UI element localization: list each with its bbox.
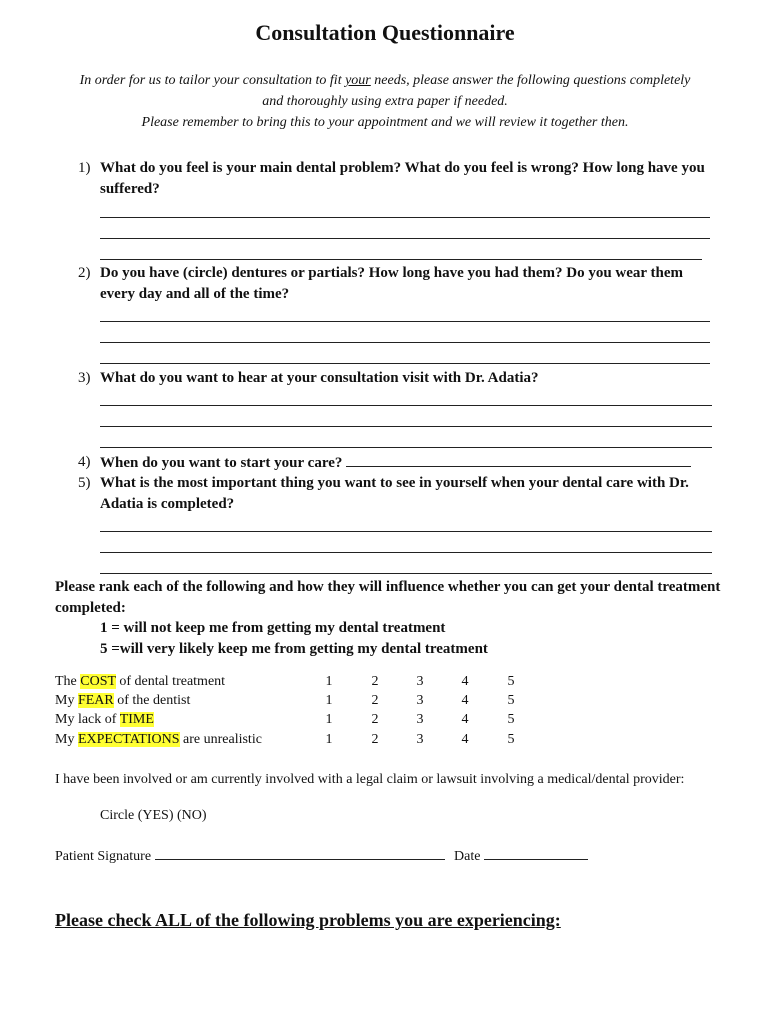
answer-line[interactable] <box>100 342 710 343</box>
ranking-label: The COST of dental treatment <box>55 674 226 689</box>
answer-line[interactable] <box>100 447 712 448</box>
score-4[interactable]: 4 <box>461 693 469 708</box>
question-2 <box>78 263 718 307</box>
score-5[interactable]: 5 <box>507 674 515 689</box>
question-number: 2) <box>78 265 91 281</box>
problems-checklist-heading: Please check ALL of the following problems you are experiencing: <box>55 910 561 930</box>
ranking-row-fear <box>55 693 555 713</box>
intro-line-1: In order for us to tailor your consultation to fit your needs, please answer the following questions completely <box>79 73 691 88</box>
score-1[interactable]: 1 <box>325 712 333 727</box>
answer-line[interactable] <box>100 531 712 532</box>
intro-text <box>40 70 730 133</box>
answer-line[interactable] <box>100 426 712 427</box>
score-2[interactable]: 2 <box>371 732 379 747</box>
score-1[interactable]: 1 <box>325 674 333 689</box>
answer-line[interactable] <box>100 238 710 239</box>
answer-line[interactable] <box>100 573 712 574</box>
answer-line[interactable] <box>100 217 710 218</box>
score-3[interactable]: 3 <box>416 732 424 747</box>
question-4 <box>78 452 718 474</box>
score-1[interactable]: 1 <box>325 732 333 747</box>
score-2[interactable]: 2 <box>371 693 379 708</box>
ranking-label: My lack of TIME <box>55 712 154 727</box>
legal-claim-question: I have been involved or am currently involved with a legal claim or lawsuit involving a medical/dental provider: <box>55 772 685 787</box>
ranking-row-expectations <box>55 732 555 752</box>
question-number: 4) <box>78 454 91 470</box>
ranking-label: My FEAR of the dentist <box>55 693 191 708</box>
scale-low-label: 1 = will not keep me from getting my dental treatment <box>100 620 446 636</box>
answer-line[interactable] <box>100 552 712 553</box>
answer-line[interactable] <box>100 405 712 406</box>
intro-line-3: Please remember to bring this to your appointment and we will review it together then. <box>141 115 629 130</box>
question-number: 1) <box>78 160 91 176</box>
answer-line[interactable] <box>100 363 710 364</box>
score-3[interactable]: 3 <box>416 693 424 708</box>
score-5[interactable]: 5 <box>507 712 515 727</box>
score-5[interactable]: 5 <box>507 693 515 708</box>
score-1[interactable]: 1 <box>325 693 333 708</box>
score-2[interactable]: 2 <box>371 674 379 689</box>
question-text: What do you feel is your main dental problem? What do you feel is wrong? How long have you suffered? <box>100 160 705 197</box>
scale-high-label: 5 =will very likely keep me from getting my dental treatment <box>100 641 488 657</box>
signature-row <box>55 847 588 865</box>
score-3[interactable]: 3 <box>416 712 424 727</box>
start-care-answer-line[interactable] <box>346 452 691 467</box>
score-4[interactable]: 4 <box>461 712 469 727</box>
score-2[interactable]: 2 <box>371 712 379 727</box>
ranking-heading: Please rank each of the following and how they will influence whether you can get your dental treatment completed: <box>55 579 721 616</box>
score-3[interactable]: 3 <box>416 674 424 689</box>
question-1 <box>78 158 718 202</box>
question-5 <box>78 473 718 517</box>
ranking-row-time <box>55 712 555 732</box>
question-number: 5) <box>78 475 91 491</box>
score-5[interactable]: 5 <box>507 732 515 747</box>
question-text: Do you have (circle) dentures or partials? How long have you had them? Do you wear them every day and all of the time? <box>100 265 684 302</box>
question-text: When do you want to start your care? <box>100 455 343 471</box>
score-4[interactable]: 4 <box>461 674 469 689</box>
question-3 <box>78 368 718 390</box>
date-label: Date <box>454 849 481 864</box>
question-number: 3) <box>78 370 91 386</box>
date-field[interactable] <box>484 847 588 860</box>
question-text: What do you want to hear at your consultation visit with Dr. Adatia? <box>100 370 539 386</box>
legal-claim-yes-no[interactable]: Circle (YES) (NO) <box>100 808 207 823</box>
ranking-row-cost <box>55 674 555 694</box>
intro-line-2: and thoroughly using extra paper if needed. <box>262 94 508 109</box>
score-4[interactable]: 4 <box>461 732 469 747</box>
answer-line[interactable] <box>100 321 710 322</box>
patient-signature-label: Patient Signature <box>55 849 152 864</box>
answer-line[interactable] <box>100 259 702 260</box>
page-title: Consultation Questionnaire <box>255 20 515 45</box>
question-text: What is the most important thing you want to see in yourself when your dental care with Dr. Adatia is completed? <box>100 475 689 512</box>
patient-signature-field[interactable] <box>155 847 445 860</box>
ranking-label: My EXPECTATIONS are unrealistic <box>55 732 262 747</box>
